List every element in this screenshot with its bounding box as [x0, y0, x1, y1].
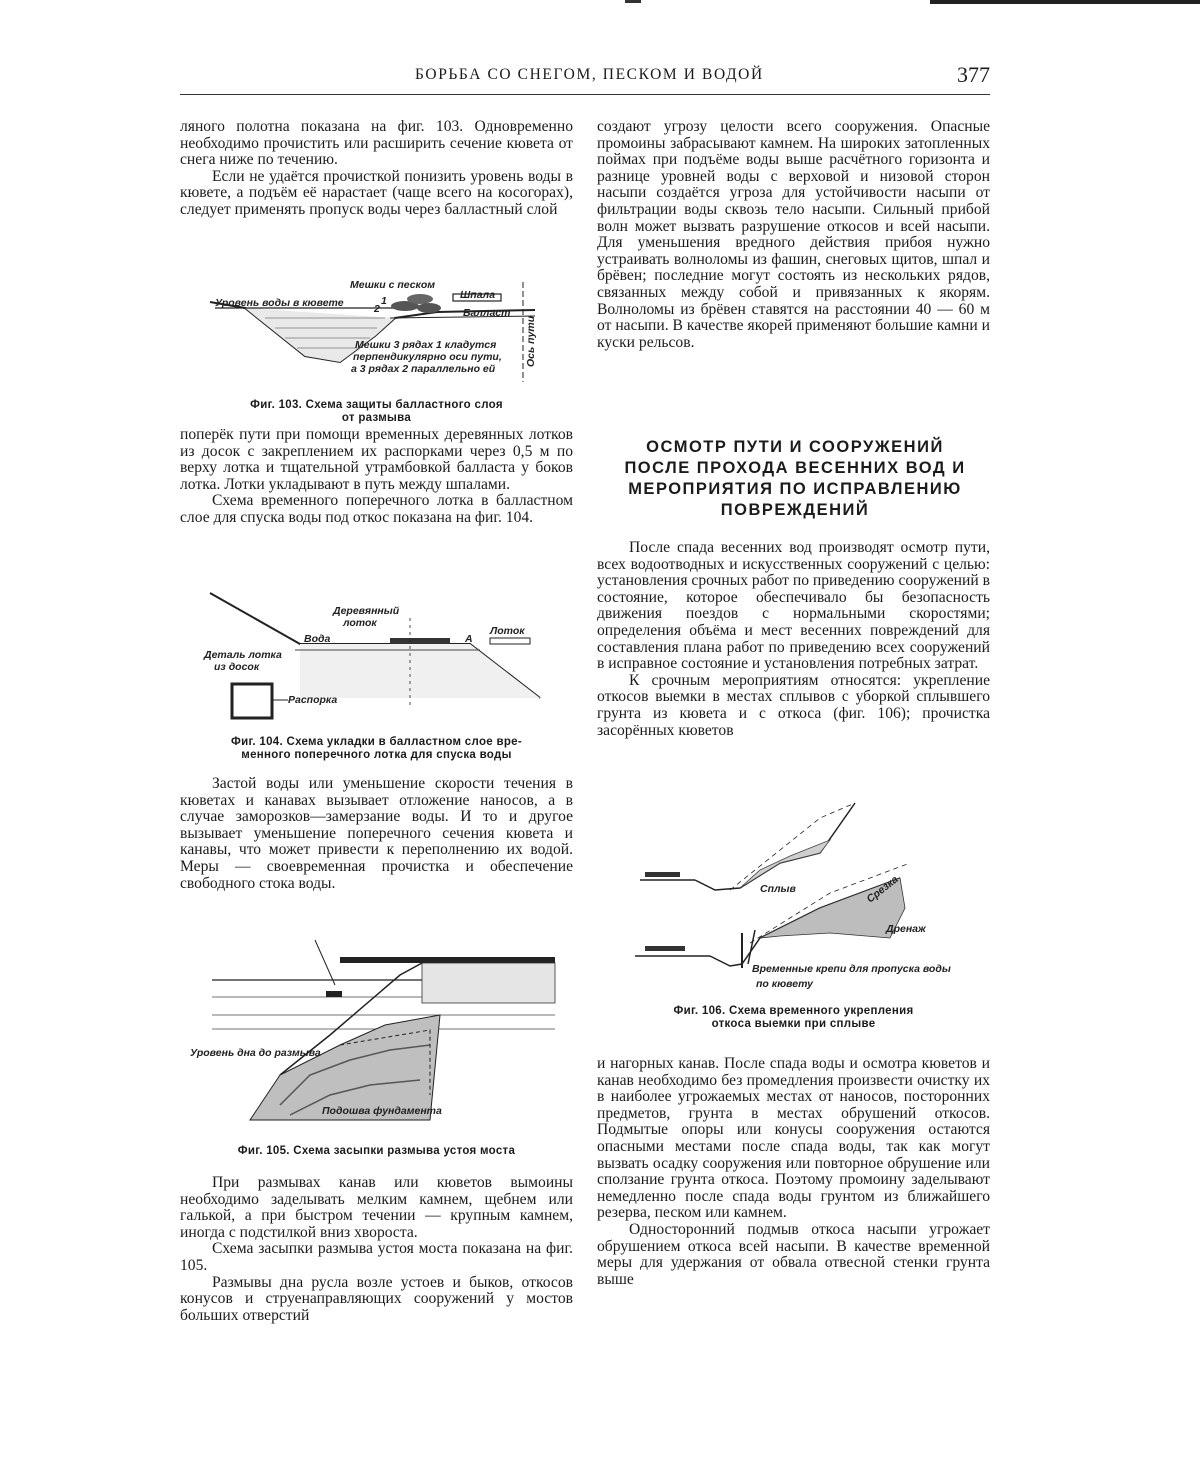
fig103-label-bags-note-2: перпендикулярно оси пути,	[353, 351, 502, 363]
fig106-label-cut: Срезка	[864, 873, 901, 906]
paragraph: При размывах канав или кюветов вымоины необходимо заделывать мелким камнем, щебнем или галькой, а при быстром течении — крупным камнем, иногда с подстилкой вниз хвороста.	[180, 1174, 573, 1241]
scan-mark	[930, 0, 1200, 4]
fig104-label-detail-1: Деталь лотка	[204, 649, 282, 661]
caption-line: откоса выемки при сплыве	[711, 1018, 876, 1030]
caption-line: Фиг. 103. Схема защиты балластного слоя	[250, 399, 503, 411]
figure-106	[630, 798, 970, 998]
paragraph: ляного полотна показана на фиг. 103. Одновременно необходимо прочистить или расширить сечение кювета от снега ниже по течению.	[180, 118, 573, 169]
header-title: БОРЬБА СО СНЕГОМ, ПЕСКОМ И ВОДОЙ	[415, 66, 764, 83]
figure-104-drawing	[200, 588, 560, 726]
fig104-label-detail-2: из досок	[214, 661, 260, 673]
caption-line: от размыва	[341, 412, 412, 424]
caption-line: Фиг. 105. Схема засыпки размыва устоя моста	[237, 1145, 516, 1157]
right-text-block-1	[597, 119, 990, 351]
paragraph: Схема временного поперечного лотка в балластном слое для спуска воды под откос показана на фиг. 104.	[180, 492, 573, 526]
fig104-label-strut: Распорка	[288, 694, 338, 706]
paragraph: поперёк пути при помощи временных деревянных лотков из досок с закреплением их распорками через 0,5 м по верху лотка и тщательной утрамбовкой балласта у боков лотка. Лотки укладывают в путь между шпалами.	[180, 426, 573, 493]
paragraph: и нагорных канав. После спада воды и осмотра кюветов и канав необходимо без промедления произвести очистку их в наиболее угрожаемых местах от наносов, посторонних предметов, грунта в местах обрушений откосов. Подмытые опоры или конусы сооружения остаются опасными местами после спада воды, так как могут вызвать осадку сооружения или повторное обрушение или сползание грунта откоса. Поэтому промоину заделывают немедленно после спада воды грунтом из ближайшего резерва, песком или камнем.	[597, 1055, 990, 1222]
section-title: ОСМОТР ПУТИ И СООРУЖЕНИЙ ПОСЛЕ ПРОХОДА ВЕСЕННИХ ВОД И МЕРОПРИЯТИЯ ПО ИСПРАВЛЕНИЮ ПОВРЕЖДЕНИЙ	[624, 438, 966, 519]
fig103-label-2: 2	[374, 303, 380, 315]
caption-line: менного поперечного лотка для спуска воды	[241, 749, 512, 761]
paragraph: Размывы дна русла возле устоев и быков, откосов конусов и струенаправляющих сооружений у мостов больших отверстий	[180, 1273, 573, 1324]
fig106-label-supports-1: Временные крепи для пропуска воды	[752, 963, 951, 975]
paragraph: Застой воды или уменьшение скорости течения в кюветах и канавах вызывает отложение наносов, а в случае заморозков—замерзание воды. И то и другое вызывает уменьшение поперечного сечения кювета и канавы, что может привести к переполнению их водой. Меры — своевременная прочистка и обеспечение свободного стока воды.	[180, 775, 573, 892]
scan-mark	[625, 0, 641, 3]
paragraph: создают угрозу целости всего сооружения. Опасные промоины забрасывают камнем. На широких затопленных поймах при подъёме воды выше расчётного горизонта и разнице уровней воды с верховой и низовой сторон насыпи создаётся угроза для устойчивости насыпи от фильтрации воды сквозь тело насыпи. Сильный прибой волн может вызвать разрушение откосов и всей насыпи. Для уменьшения вредного действия прибоя нужно устраивать волноломы из фашин, снеговых щитов, шпал и брёвен; последние могут состоять из нескольких рядов, связанных между собой и привязанных к якорям. Волноломы из брёвен ставятся на расстоянии 40 — 60 м от насыпи. В качестве якорей применяют большие камни и куски рельсов.	[597, 118, 990, 351]
fig106-label-slide: Сплыв	[760, 883, 796, 895]
figure-103-drawing	[205, 272, 550, 392]
right-text-block-3	[597, 1056, 990, 1288]
figure-106-drawing	[630, 798, 970, 998]
paragraph: После спада весенних вод производят осмотр пути, всех водоотводных и искусственных сооружений с целью: установления срочных работ по приведению сооружений в состояние, которое обеспечивало бы безопасность движения поездов с нормальными скоростями; определения объёма и мест весенних повреждений для составления плана работ по приведению всех сооружений в исправное состояние и установления потребных затрат.	[597, 539, 990, 673]
paragraph: Схема засыпки размыва устоя моста показана на фиг. 105.	[180, 1240, 573, 1274]
figure-105-caption	[180, 1145, 573, 1158]
fig103-label-bags-note-3: а 3 рядах 2 параллельно ей	[351, 363, 496, 375]
caption-line: Фиг. 106. Схема временного укрепления	[673, 1005, 914, 1017]
fig103-label-axis: Ось пути	[525, 315, 537, 367]
left-text-block-1	[180, 119, 573, 219]
paragraph: К срочным мероприятиям относятся: укрепление откосов выемки в местах сплывов с уборкой сплывшего грунта из кювета и с откоса (фиг. 106); прочистка засорённых кюветов	[597, 671, 990, 739]
left-text-block-2	[180, 427, 573, 527]
fig103-label-bags-note-1: Мешки 3 рядах 1 кладутся	[355, 339, 497, 351]
figure-104-caption	[180, 736, 573, 762]
page-number: 377	[957, 62, 990, 87]
figure-105	[190, 935, 560, 1125]
fig104-label-water: Вода	[304, 633, 331, 645]
fig104-label-wooden-trough-2: лоток	[343, 617, 377, 629]
fig105-label-foundation: Подошва фундамента	[322, 1105, 442, 1117]
fig106-label-supports-2: по кювету	[756, 978, 813, 990]
figure-103	[205, 272, 550, 392]
scan-edge-marks	[0, 0, 1200, 4]
paragraph: Если не удаётся прочисткой понизить уровень воды в кювете, а подъём её нарастает (чаще всего на косогорах), следует применять пропуск воды через балластный слой	[180, 167, 573, 218]
left-text-block-3	[180, 776, 573, 892]
fig103-label-sand-bags: Мешки с песком	[350, 279, 436, 291]
fig104-label-trough: Лоток	[490, 625, 525, 637]
fig103-label-water-level: Уровень воды в кювете	[215, 297, 344, 309]
left-text-block-4	[180, 1175, 573, 1324]
fig105-label-bed-level: Уровень дна до размыва	[190, 1047, 321, 1059]
figure-103-caption	[180, 399, 573, 425]
fig103-label-1: 1	[381, 295, 387, 307]
figure-105-drawing	[190, 935, 560, 1125]
fig103-label-sleeper: Шпала	[460, 289, 496, 301]
running-header	[180, 64, 990, 95]
paragraph: Односторонний подмыв откоса насыпи угрожает обрушением откоса всей насыпи. В качестве временной меры для удержания от обвала отвесной стенки грунта выше	[597, 1220, 990, 1288]
fig104-label-wooden-trough-1: Деревянный	[333, 605, 400, 617]
figure-104	[200, 588, 560, 726]
caption-line: Фиг. 104. Схема укладки в балластном слое вре-	[230, 736, 522, 748]
fig104-label-a: А	[465, 633, 473, 645]
fig103-label-ballast: Балласт	[463, 307, 511, 319]
figure-106-caption	[597, 1005, 990, 1031]
right-text-block-2	[597, 540, 990, 739]
fig106-label-drain: Дренаж	[886, 923, 926, 935]
